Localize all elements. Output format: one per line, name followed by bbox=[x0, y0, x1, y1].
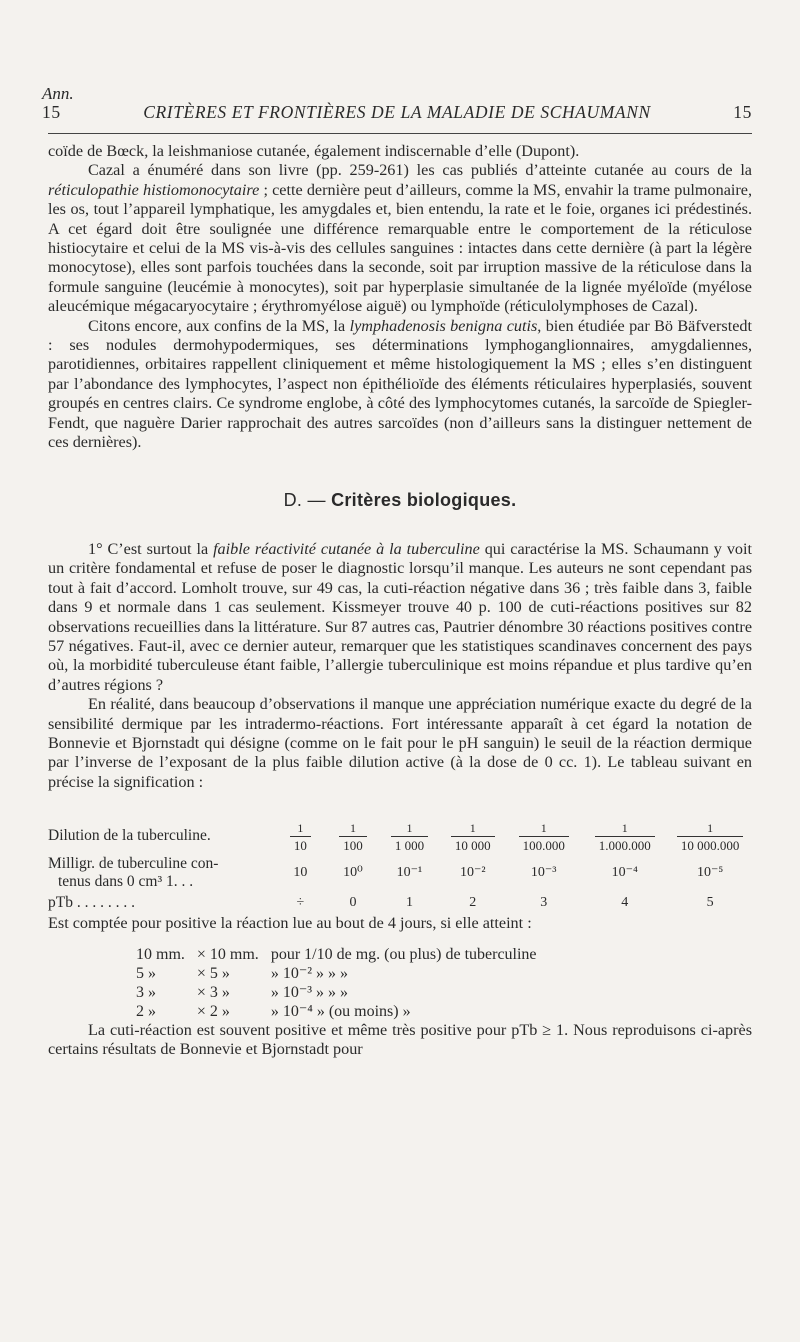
table-row: pTb . . . . . . . . ÷ 0 1 2 3 4 5 bbox=[48, 892, 752, 913]
paragraph: La cuti-réaction est souvent positive et même très positive pour pTb ≥ 1. Nous reproduisons ci-après certains résultats de Bonnevie et Bjornstadt pour bbox=[48, 1021, 752, 1059]
row-label: pTb . . . . . . . . bbox=[48, 893, 135, 911]
paragraph: En réalité, dans beaucoup d’observations il manque une appréciation numérique exacte du degré de la sensibilité dermique par les intradermo-réactions. Fort intéressante apparaît à cet égard la notation de Bonnevie et Bjornstadt qui désigne (comme on le fait pour le pH sanguin) le seuil de la réaction dermique par l’inverse de l’exposant de la plus faible dilution active (à la dose de 0 cc. 1). Le tableau suivant en précise la signification : bbox=[48, 695, 752, 791]
page-number-right: 15 bbox=[733, 102, 752, 122]
paragraph: Est comptée pour positive la réaction lue au bout de 4 jours, si elle atteint : bbox=[48, 913, 532, 932]
paragraph: coïde de Bœck, la leishmaniose cutanée, également indiscernable d’elle (Dupont). bbox=[48, 142, 580, 160]
page-number-left: 15 bbox=[42, 102, 61, 122]
row-label: Milligr. de tuberculine con- tenus dans 0 cm³ 1. . . bbox=[48, 855, 219, 891]
table-row: 2 » × 2 » » 10⁻⁴ » (ou moins) » bbox=[136, 1003, 411, 1020]
table-row: Dilution de la tuberculine. $\frac{1}{10}$ $\frac{1}{100}$ $\frac{1}{1 000}$ $\frac{1}{10 000}$ $\frac{1}{100.000}$ $\frac{1}{1.000.000}$ $\frac{1}{10 000.000}$ bbox=[48, 818, 752, 854]
table-row: 3 » × 3 » » 10⁻³ » » » bbox=[136, 984, 349, 1001]
dilution-table bbox=[48, 818, 752, 913]
running-title: CRITÈRES ET FRONTIÈRES DE LA MALADIE DE SCHAUMANN bbox=[143, 102, 651, 122]
section-letter: D. — bbox=[283, 489, 326, 510]
section-heading bbox=[48, 491, 752, 510]
running-head-ann: Ann. bbox=[42, 84, 74, 103]
criteria-table bbox=[130, 945, 543, 1021]
section-title: Critères biologiques. bbox=[331, 489, 517, 510]
running-head bbox=[42, 102, 752, 123]
paragraph: Citons encore, aux confins de la MS, la lymphadenosis benigna cutis, bien étudiée par Bö Bäfverstedt : ses nodules dermohypodermiques, ses déterminations lymphoganglionnaires, amygdaliennes, parotidiennes, orbitaires rappellent cliniquement et même histologiquement la MS ; elles s’en distinguent par l’abondance des lymphocytes, l’aspect non épithélioïde des éléments réticulaires hyperplasiés, souvent groupés en centres clairs. Ce syndrome englobe, à côté des lymphocytomes cutanés, la sarcoïde de Spiegler-Fendt, que naguère Darier rapprochait des autres sarcoïdes (non d’ailleurs sans la distinguer nettement de ces dernières). bbox=[48, 316, 752, 452]
table-row: 10 mm. × 10 mm. pour 1/10 de mg. (ou plus) de tuberculine bbox=[136, 946, 537, 963]
paragraph: 1° C’est surtout la faible réactivité cutanée à la tuberculine qui caractérise la MS. Schaumann y voit un critère fondamental et refuse de poser le diagnostic lorsqu’il manque. Les auteurs ne sont cependant pas tout à fait d’accord. Lomholt trouve, sur 49 cas, la cuti-réaction négative dans 36 ; très faible dans 3, faible dans 9 et normale dans 1 cas seulement. Kissmeyer trouve 40 p. 100 de cuti-réactions positives sur 82 observations recueillies dans la littérature. Sur 87 autres cas, Pautrier dénombre 30 réactions positives contre 57 négatives. Faut-il, avec ce dernier auteur, remarquer que les statistiques scandinaves concernent des pays où, la morbidité tuberculeuse étant faible, l’allergie tuberculinique est moins répandue et plus tardive qu’en d’autres régions ? bbox=[48, 539, 753, 694]
header-rule bbox=[48, 133, 752, 134]
table-row: Milligr. de tuberculine con- tenus dans 0 cm³ 1. . . 10 10⁰ 10⁻¹ 10⁻² 10⁻³ 10⁻⁴ 10⁻⁵ bbox=[48, 855, 724, 891]
page-body bbox=[48, 142, 752, 1060]
table-row: 5 » × 5 » » 10⁻² » » » bbox=[136, 965, 349, 982]
row-label: Dilution de la tuberculine. bbox=[48, 827, 211, 845]
paragraph: Cazal a énuméré dans son livre (pp. 259-261) les cas publiés d’atteinte cutanée au cours de la réticulopathie histiomonocytaire ; cette dernière peut d’ailleurs, comme la MS, envahir la trame pulmonaire, les os, tout l’appareil lymphatique, les amygdales et, bien entendu, la rate et le foie, organes ici prédestinés. A cet égard doit être soulignée une différence remarquable entre le comportement de la réticulose histiocytaire et celui de la MS vis-à-vis des cellules sanguines : intactes dans cette dernière (à part la légère monocytose), elles sont parfois touchées dans la seconde, soit par irruption massive de la réticulose dans la formule sanguine (leucémie à monocytes), soit par hyperplasie simultanée de la lignée myéloïde (myélose aleucémique mégacaryocytaire ; érythromyélose aiguë) ou lymphoïde (réticulolymphoses de Cazal). bbox=[48, 161, 752, 316]
